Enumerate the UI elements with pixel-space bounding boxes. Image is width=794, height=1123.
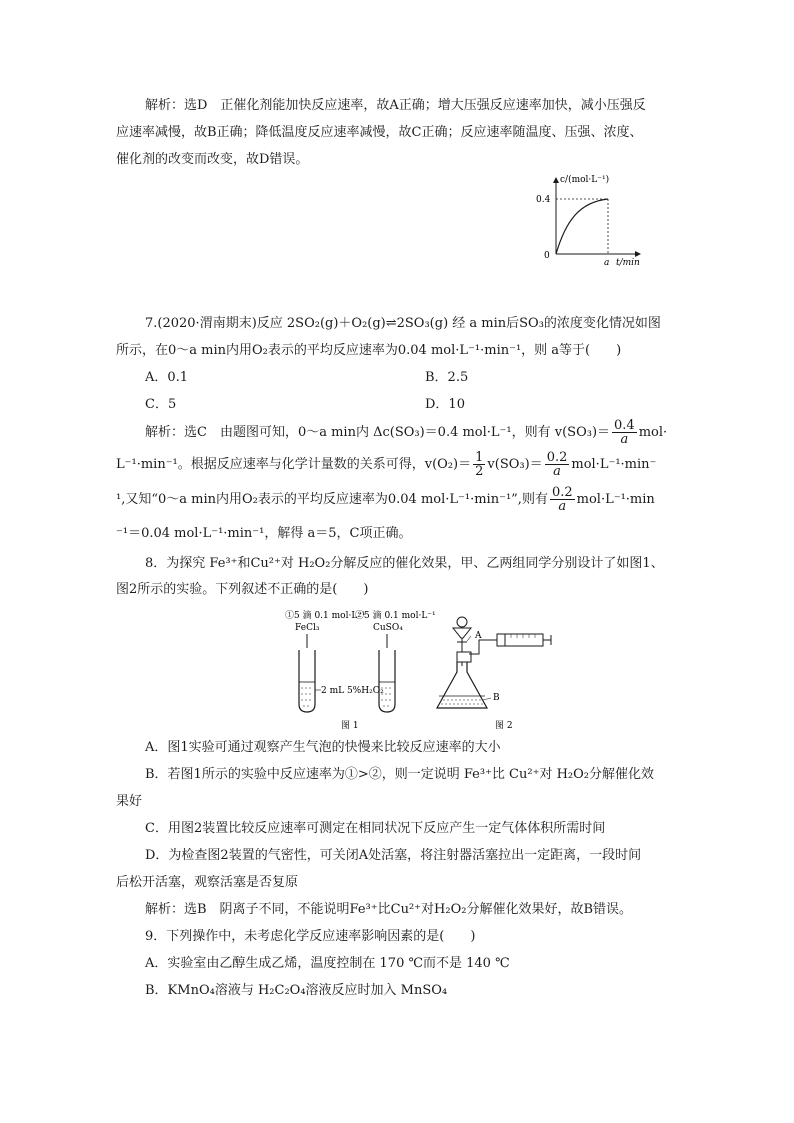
- experiment-figures: [285, 608, 555, 732]
- test-tube-1: [299, 650, 315, 712]
- fig2-caption: 图 2: [495, 721, 513, 731]
- syringe-barrel: [497, 634, 543, 646]
- q8-analysis: 解析：选B 阴离子不同，不能说明Fe³⁺比Cu²⁺对H₂O₂分解催化效果好，故B错误。: [145, 902, 632, 917]
- fraction-numerator: 0.2: [551, 485, 573, 500]
- test-tube-2: [379, 650, 395, 712]
- graph-y-label: c/(mol·L⁻¹): [560, 175, 610, 185]
- fraction: [545, 451, 570, 478]
- analysis7-l2-mid: v(SO₃)＝: [487, 457, 543, 472]
- q8-line2: 图2所示的实验。下列叙述不正确的是( ): [116, 582, 369, 597]
- analysis7-l2-post: mol·L⁻¹·min⁻: [571, 457, 657, 472]
- analysis7-line2: [116, 450, 656, 480]
- q7-option-a: A．0.1: [145, 370, 189, 385]
- analysis6-line3: 催化剂的改变而改变，故D错误。: [116, 152, 309, 167]
- fraction-half: [473, 451, 485, 478]
- fraction-numerator: 1: [475, 450, 484, 465]
- fraction-denominator: a: [553, 464, 561, 479]
- graph-x-tick: a: [604, 258, 610, 268]
- analysis7-l1-post: mol·: [638, 425, 668, 440]
- fig1-label-2: ②5 滴 0.1 mol·L⁻¹: [355, 611, 436, 621]
- analysis6-line2: 应速率减慢，故B正确；降低温度反应速率减慢，故C正确；反应速率随温度、压强、浓度、: [116, 125, 643, 140]
- stopper: [457, 652, 471, 662]
- q8-option-a: A．图1实验可通过观察产生气泡的快慢来比较反应速率的大小: [145, 740, 501, 755]
- fraction: [550, 486, 575, 513]
- analysis7-l3-post: mol·L⁻¹·min: [576, 492, 655, 507]
- q7-option-c: C．5: [145, 397, 177, 412]
- q7-line1: 7.(2020·渭南期末)反应 2SO₂(g)＋O₂(g)⇌2SO₃(g) 经 a min后SO₃的浓度变化情况如图: [145, 316, 661, 331]
- analysis7-l1-text: 解析：选C 由题图可知，0～a min内 Δc(SO₃)＝0.4 mol·L⁻¹，则有 v(SO₃)＝: [145, 425, 611, 440]
- analysis7-line1: [145, 418, 667, 448]
- fraction-numerator: 0.4: [614, 418, 635, 433]
- q7-line2: 所示，在0～a min内用O₂表示的平均反应速率为0.04 mol·L⁻¹·min⁻¹，则 a等于( ): [116, 343, 622, 358]
- q8-option-d-line2: 后松开活塞，观察活塞是否复原: [116, 875, 299, 890]
- analysis7-l3-text: ¹,又知“0～a min内用O₂表示的平均反应速率为0.04 mol·L⁻¹·min⁻¹”,则有: [116, 492, 548, 507]
- funnel-bulb: [457, 617, 467, 627]
- fraction-denominator: a: [620, 432, 629, 447]
- conical-flask: [437, 662, 487, 708]
- analysis7-line3: [116, 485, 655, 515]
- analysis6-line1: 解析：选D 正催化剂能加快反应速率，故A正确；增大压强反应速率加快，减小压强反: [145, 98, 646, 113]
- fig2-label-b: B: [493, 693, 500, 703]
- graph-curve: [556, 199, 608, 254]
- graph-x-label: t/min: [616, 258, 640, 268]
- analysis7-line4: ⁻¹＝0.04 mol·L⁻¹·min⁻¹，解得 a＝5，C项正确。: [116, 526, 412, 541]
- q8-option-b-line1: B．若图1所示的实验中反应速率为①>②，则一定说明 Fe³⁺比 Cu²⁺对 H₂O₂分解催化效: [145, 767, 654, 782]
- fraction-denominator: 2: [475, 464, 484, 479]
- fraction: [612, 419, 637, 446]
- q7-option-d: D．10: [425, 397, 465, 412]
- fig1-liquid-label: 2 mL 5%H₂O₂: [321, 686, 384, 696]
- fig1-label-1b: FeCl₃: [295, 623, 320, 633]
- q8-option-c: C．用图2装置比较反应速率可测定在相同状况下反应产生一定气体体积所需时间: [145, 821, 606, 836]
- analysis7-l2-text: L⁻¹·min⁻¹。根据反应速率与化学计量数的关系可得，v(O₂)＝: [116, 457, 472, 472]
- fig2-label-a: A: [475, 631, 482, 641]
- fig1-label-1: ①5 滴 0.1 mol·L⁻¹: [285, 611, 366, 621]
- q8-line1: 8．为探究 Fe³⁺和Cu²⁺对 H₂O₂分解反应的催化效果，甲、乙两组同学分别设计了如图1、: [145, 556, 664, 571]
- q8-option-d-line1: D．为检查图2装置的气密性，可关闭A处活塞，将注射器活塞拉出一定距离，一段时间: [145, 848, 642, 863]
- graph-y-tick: 0.4: [536, 195, 551, 205]
- fig1-label-2b: CuSO₄: [373, 623, 403, 633]
- q7-option-b: B．2.5: [425, 370, 469, 385]
- separatory-funnel: [453, 628, 471, 638]
- graph-origin: 0: [544, 251, 550, 261]
- fraction-denominator: a: [558, 499, 567, 514]
- q9-option-a: A．实验室由乙醇生成乙烯，温度控制在 170 ℃而不是 140 ℃: [145, 956, 510, 971]
- fig1-caption: 图 1: [341, 721, 359, 731]
- fraction-numerator: 0.2: [546, 450, 568, 465]
- q8-option-b-line2: 果好: [116, 794, 143, 809]
- delivery-tube: [469, 640, 497, 654]
- q9-option-b: B．KMnO₄溶液与 H₂C₂O₄溶液反应时加入 MnSO₄: [145, 983, 448, 998]
- concentration-graph: [520, 170, 680, 270]
- q9-line1: 9．下列操作中，未考虑化学反应速率影响因素的是( ): [145, 929, 476, 944]
